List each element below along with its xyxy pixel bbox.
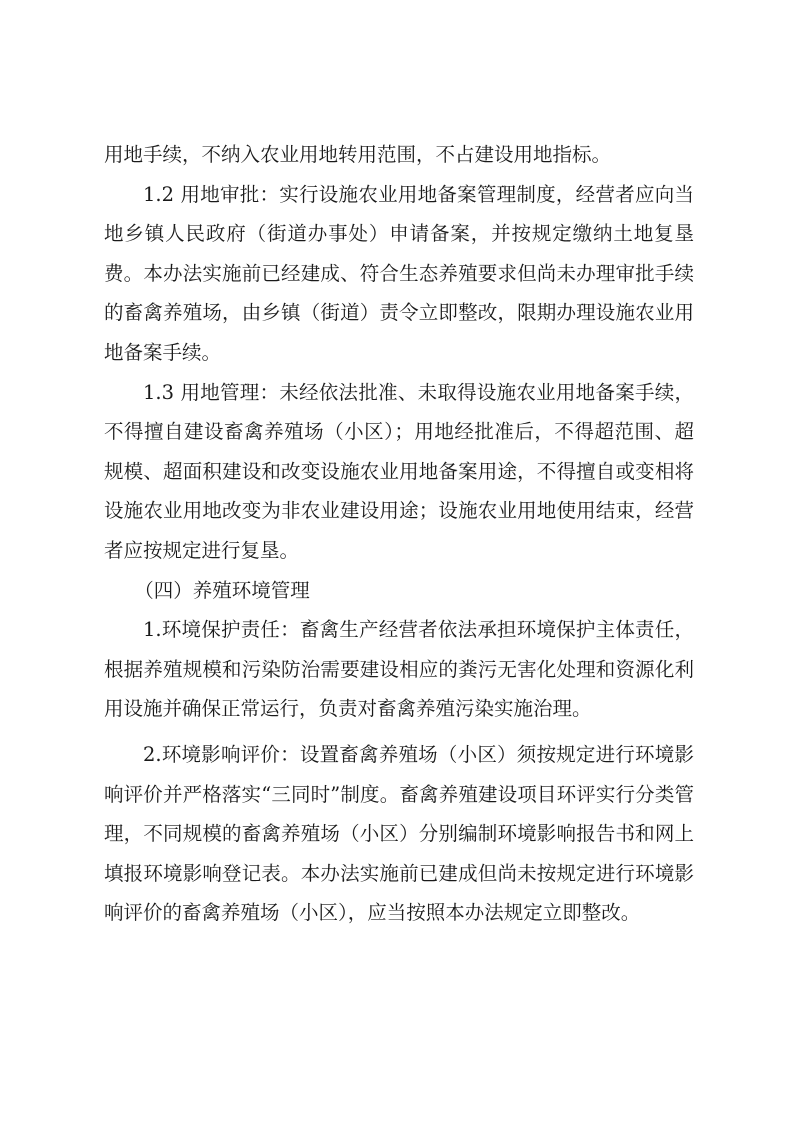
paragraph-land-management: 1.3 用地管理：未经依法批准、未取得设施农业用地备案手续，不得擅自建设畜禽养殖场（小区）；用地经批准后，不得超范围、超规模、超面积建设和改变设施农业用地备案用途，不得擅自或变相将设施农业用地改变为非农业建设用途；设施农业用地使用结束，经营者应按规定进行复垦。	[104, 380, 694, 562]
section-heading: （四）养殖环境管理	[134, 578, 310, 602]
paragraph-land-approval: 1.2 用地审批：实行设施农业用地备案管理制度，经营者应向当地乡镇人民政府（街道办事处）申请备案，并按规定缴纳土地复垦费。本办法实施前已经建成、符合生态养殖要求但尚未办理审批手续的畜禽养殖场，由乡镇（街道）责令立即整改，限期办理设施农业用地备案手续。	[104, 182, 694, 364]
paragraph-continuation: 用地手续，不纳入农业用地转用范围，不占建设用地指标。	[104, 143, 612, 166]
paragraph-environmental-responsibility: 1.环境保护责任：畜禽生产经营者依法承担环境保护主体责任，根据养殖规模和污染防治需要建设相应的粪污无害化处理和资源化利用设施并确保正常运行，负责对畜禽养殖污染实施治理。	[104, 618, 694, 721]
paragraph-environmental-assessment: 2.环境影响评价：设置畜禽养殖场（小区）须按规定进行环境影响评价并严格落实“三同时”制度。畜禽养殖建设项目环评实行分类管理，不同规模的畜禽养殖场（小区）分别编制环境影响报告书和网上填报环境影响登记表。本办法实施前已建成但尚未按规定进行环境影响评价的畜禽养殖场（小区），应当按照本办法规定立即整改。	[104, 742, 694, 925]
document-body	[104, 135, 694, 933]
